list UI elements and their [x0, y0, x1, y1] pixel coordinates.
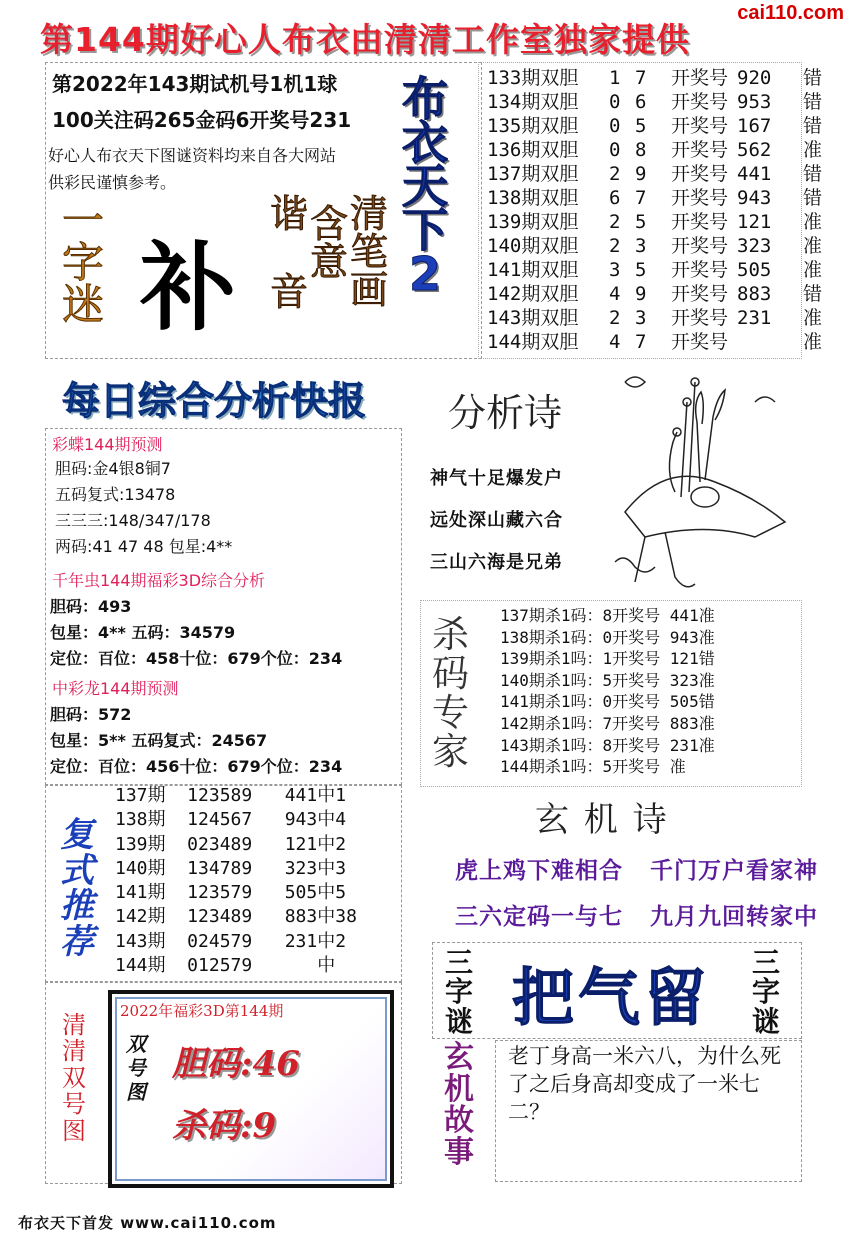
double-history-period: 140期双胆: [487, 235, 579, 257]
double-history-label: 开奖号: [671, 235, 729, 257]
story-label-char: 机: [444, 1071, 474, 1107]
story-label: [444, 1042, 474, 1168]
qingqing-dan: 胆码:46: [172, 1044, 300, 1084]
hint-char: 含: [310, 202, 349, 246]
recommend-label: [60, 815, 94, 963]
footer-text[interactable]: 布衣天下首发 www.cai110.com: [18, 1214, 277, 1232]
double-history-label: 开奖号: [671, 115, 729, 137]
three-char-right-label: [752, 948, 780, 1036]
double-history-period: 139期双胆: [487, 211, 579, 233]
double-history-digit: 9: [635, 163, 647, 185]
double-history-number: 167: [737, 115, 772, 137]
qingqing-label-char: 号: [62, 1090, 86, 1119]
double-history-result: 错: [803, 67, 823, 89]
qingqing-card: [108, 990, 394, 1188]
qingqing-label: [62, 1012, 86, 1144]
double-history-row: [487, 114, 827, 138]
kill-label-char: 家: [432, 729, 469, 773]
brand-char: 天: [402, 159, 448, 214]
xuanji-poem-line-1: 虎上鸡下难相合 千门万户看家神: [455, 858, 819, 884]
prediction-line: 包星：5** 五码复式：24567: [50, 731, 268, 750]
double-history-label: 开奖号: [671, 331, 729, 353]
kill-row: 142期杀1吗：7开奖号 883准: [500, 713, 715, 733]
recommend-row: 141期 123579 505中5: [115, 882, 347, 904]
double-history-number: 920: [737, 67, 772, 89]
double-history-row: [487, 162, 827, 186]
brand-char: 下: [402, 203, 448, 258]
qingqing-sha: 杀码:9: [172, 1106, 277, 1146]
double-history-number: 562: [737, 139, 772, 161]
kill-row: 144期杀1吗：5开奖号 准: [500, 757, 686, 777]
double-history-digit: 2: [609, 163, 621, 185]
double-history-label: 开奖号: [671, 307, 729, 329]
kill-label-char: 码: [432, 651, 469, 695]
double-history-digit: 0: [609, 115, 621, 137]
three-char-left-label: [445, 948, 473, 1036]
recommend-label-char: 荐: [60, 922, 94, 963]
double-history-digit: 3: [635, 307, 647, 329]
hint-char: 清: [350, 192, 389, 236]
kill-label-char: 杀: [432, 613, 469, 656]
riddle-left-char: 字: [62, 238, 105, 287]
double-history-number: 953: [737, 91, 772, 113]
double-history-label: 开奖号: [671, 187, 729, 209]
story-label-char: 事: [444, 1134, 474, 1170]
kill-list: [500, 605, 715, 778]
xuanji-poem-line-2: 三六定码一与七 九月九回转家中: [455, 904, 819, 930]
recommend-row: 138期 124567 943中4: [115, 809, 347, 831]
poem-title: 分析诗: [448, 391, 563, 435]
double-history-digit: 9: [635, 283, 647, 305]
double-history-label: 开奖号: [671, 283, 729, 305]
double-history-label: 开奖号: [671, 211, 729, 233]
double-history-digit: 6: [609, 187, 621, 209]
double-history-row: [487, 186, 827, 210]
double-history-row: [487, 210, 827, 234]
prediction-line: 三三三:148/347/178: [55, 511, 211, 530]
prediction-line: 定位：百位：456十位：679个位：234: [50, 757, 343, 776]
trial-line: 第2022年143期试机号1机1球: [52, 72, 338, 96]
double-history-result: 准: [803, 259, 823, 281]
qingqing-card-side-char: 双: [126, 1032, 146, 1056]
double-history-digit: 7: [635, 187, 647, 209]
prediction-line: 定位：百位：458十位：679个位：234: [50, 649, 343, 668]
double-history-period: 137期双胆: [487, 163, 579, 185]
double-history-result: 准: [803, 211, 823, 233]
double-history-period: 138期双胆: [487, 187, 579, 209]
story-label-char: 故: [444, 1103, 474, 1138]
double-history-label: 开奖号: [671, 139, 729, 161]
qingqing-card-title: 2022年福彩3D第144期: [120, 1002, 284, 1020]
double-history-result: 错: [803, 115, 823, 137]
three-char-label-char: 谜: [752, 1004, 781, 1038]
xuanji-poem-title: 玄 机 诗: [535, 800, 669, 840]
riddle-main-char: 补: [140, 231, 236, 344]
double-history-result: 准: [803, 307, 823, 329]
riddle-left-label: [62, 196, 105, 329]
double-history-result: 错: [803, 91, 823, 113]
zhongcailong-lines: [50, 702, 342, 780]
kill-row: 138期杀1码：0开奖号 943准: [500, 627, 715, 647]
caidie-title: 彩蝶144期预测: [52, 435, 163, 454]
double-history-number: 441: [737, 163, 772, 185]
three-char-label-char: 字: [445, 975, 474, 1009]
qingqing-card-side-char: 号: [126, 1056, 146, 1080]
double-history-row: [487, 330, 827, 354]
three-char-label-char: 谜: [445, 1004, 474, 1038]
double-history-digit: 5: [635, 211, 647, 233]
double-history-digit: 5: [635, 259, 647, 281]
recommend-label-char: 式: [60, 850, 94, 891]
hint-char: 画: [350, 268, 389, 312]
qingqing-label-char: 图: [62, 1116, 86, 1145]
double-history-result: 错: [803, 163, 823, 185]
double-history-number: 231: [737, 307, 772, 329]
double-history-digit: 3: [635, 235, 647, 257]
double-history-label: 开奖号: [671, 163, 729, 185]
note-line-1: 好心人布衣天下图谜资料均来自各大网站: [48, 146, 337, 165]
brand-vertical: [402, 72, 448, 301]
hint-char: 笔: [350, 230, 389, 274]
qingqing-label-char: 双: [62, 1063, 86, 1092]
recommend-list: [115, 784, 357, 978]
double-history-period: 135期双胆: [487, 115, 579, 137]
double-history-row: [487, 90, 827, 114]
story-text: 老丁身高一米六八，为什么死了之后身高却变成了一米七二？: [508, 1044, 781, 1124]
double-history-digit: 2: [609, 211, 621, 233]
kill-row: 143期杀1吗：8开奖号 231准: [500, 735, 715, 755]
brand-char: 布: [402, 72, 448, 126]
prediction-line: 两码:41 47 48 包星:4**: [55, 537, 233, 556]
kill-row: 137期杀1码：8开奖号 441准: [500, 606, 715, 625]
prediction-line: 包星：4** 五码：34579: [50, 623, 236, 642]
recommend-row: 139期 023489 121中2: [115, 833, 347, 855]
prediction-line: 五码复式:13478: [55, 485, 176, 504]
qingqing-card-side-char: 图: [126, 1080, 146, 1104]
recommend-label-char: 复: [60, 815, 94, 855]
qiannianchong-title: 千年虫144期福彩3D综合分析: [52, 571, 266, 590]
double-history-row: [487, 306, 827, 330]
double-history-result: 准: [803, 331, 823, 353]
qiannianchong-lines: [50, 594, 342, 672]
double-history-result: 准: [803, 139, 823, 161]
prediction-line: 胆码：572: [50, 705, 132, 724]
double-history-label: 开奖号: [671, 259, 729, 281]
recommend-row: 137期 123589 441中1: [115, 785, 347, 806]
riddle-left-char: 一: [62, 196, 105, 245]
three-char-label-char: 三: [752, 946, 781, 979]
kill-row: 141期杀1吗：0开奖号 505错: [500, 692, 715, 712]
three-char-label-char: 字: [752, 975, 781, 1009]
double-history-number: 943: [737, 187, 772, 209]
poem-line: 远处深山藏六合: [430, 510, 563, 531]
recommend-row: 143期 024579 231中2: [115, 930, 347, 952]
poem-line: 神气十足爆发户: [430, 468, 563, 489]
three-char-label-char: 三: [445, 946, 474, 979]
double-history-label: 开奖号: [671, 67, 729, 89]
double-history-period: 143期双胆: [487, 307, 579, 329]
prediction-line: 胆码：493: [50, 597, 132, 616]
story-label-char: 玄: [444, 1040, 474, 1075]
double-history-digit: 0: [609, 91, 621, 113]
double-history-digit: 8: [635, 139, 647, 161]
qingqing-label-char: 清: [62, 1037, 86, 1066]
caidie-lines: [55, 456, 232, 560]
hint-char: 意: [310, 240, 349, 284]
kill-row: 139期杀1吗：1开奖号 121错: [500, 649, 715, 669]
double-history-row: [487, 138, 827, 162]
riddle-hint: [270, 192, 389, 314]
kill-label: [432, 613, 469, 773]
double-history-period: 141期双胆: [487, 259, 579, 281]
three-char-main: 把气留: [512, 961, 711, 1034]
double-history-period: 136期双胆: [487, 139, 579, 161]
poem-lines: [430, 458, 563, 584]
kill-row: 140期杀1吗：5开奖号 323准: [500, 670, 715, 690]
double-history-digit: 3: [609, 259, 621, 281]
double-history-result: 错: [803, 187, 823, 209]
note-line-2: 供彩民谨慎参考。: [48, 173, 177, 192]
recommend-row: 144期 012579 中: [115, 955, 336, 977]
recommend-row: 142期 123489 883中38: [115, 906, 357, 928]
double-history-digit: 0: [609, 139, 621, 161]
double-history-digit: 5: [635, 115, 647, 137]
double-history-row: [487, 234, 827, 258]
double-history-number: 121: [737, 211, 772, 233]
double-history-result: 错: [803, 283, 823, 305]
site-logo[interactable]: cai110.com: [737, 2, 844, 24]
double-history-number: 883: [737, 283, 772, 305]
daily-banner: 每日综合分析快报: [62, 379, 367, 423]
hint-char: 音: [270, 270, 309, 314]
double-history-row: [487, 258, 827, 282]
double-history-digit: 2: [609, 235, 621, 257]
qingqing-label-char: 清: [62, 1011, 86, 1039]
page-title: 第144期好心人布衣由清清工作室独家提供: [40, 20, 690, 59]
double-history-digit: 4: [609, 283, 621, 305]
double-history-number: 505: [737, 259, 772, 281]
recommend-label-char: 推: [60, 886, 94, 927]
poem-line: 三山六海是兄弟: [430, 552, 563, 573]
double-history-row: [487, 282, 827, 306]
double-history-row: [487, 66, 827, 90]
recommend-row: 140期 134789 323中3: [115, 857, 347, 879]
double-history-period: 144期双胆: [487, 331, 579, 353]
kill-label-char: 专: [432, 690, 469, 734]
zhongcailong-title: 中彩龙144期预测: [52, 679, 179, 698]
double-history-digit: 4: [609, 331, 621, 353]
double-history-label: 开奖号: [671, 91, 729, 113]
double-history-digit: 2: [609, 307, 621, 329]
double-history-period: 133期双胆: [487, 67, 579, 89]
brand-char: 衣: [402, 115, 448, 170]
brand-char: 2: [408, 246, 441, 301]
prediction-line: 胆码:金4银8铜7: [55, 459, 171, 478]
double-history-digit: 7: [635, 331, 647, 353]
riddle-left-char: 迷: [62, 280, 105, 329]
code-line: 100关注码265金码6开奖号231: [52, 108, 352, 132]
double-history-digit: 1: [609, 67, 621, 89]
double-history-list: [487, 66, 827, 354]
qingqing-card-side: [126, 1032, 146, 1104]
double-history-period: 142期双胆: [487, 283, 579, 305]
double-history-period: 134期双胆: [487, 91, 579, 113]
double-history-digit: 6: [635, 91, 647, 113]
double-history-digit: 7: [635, 67, 647, 89]
hint-char: 谐: [270, 192, 309, 236]
rabbit-sketch-illustration: [605, 362, 805, 602]
double-history-number: 323: [737, 235, 772, 257]
double-history-result: 准: [803, 235, 823, 257]
